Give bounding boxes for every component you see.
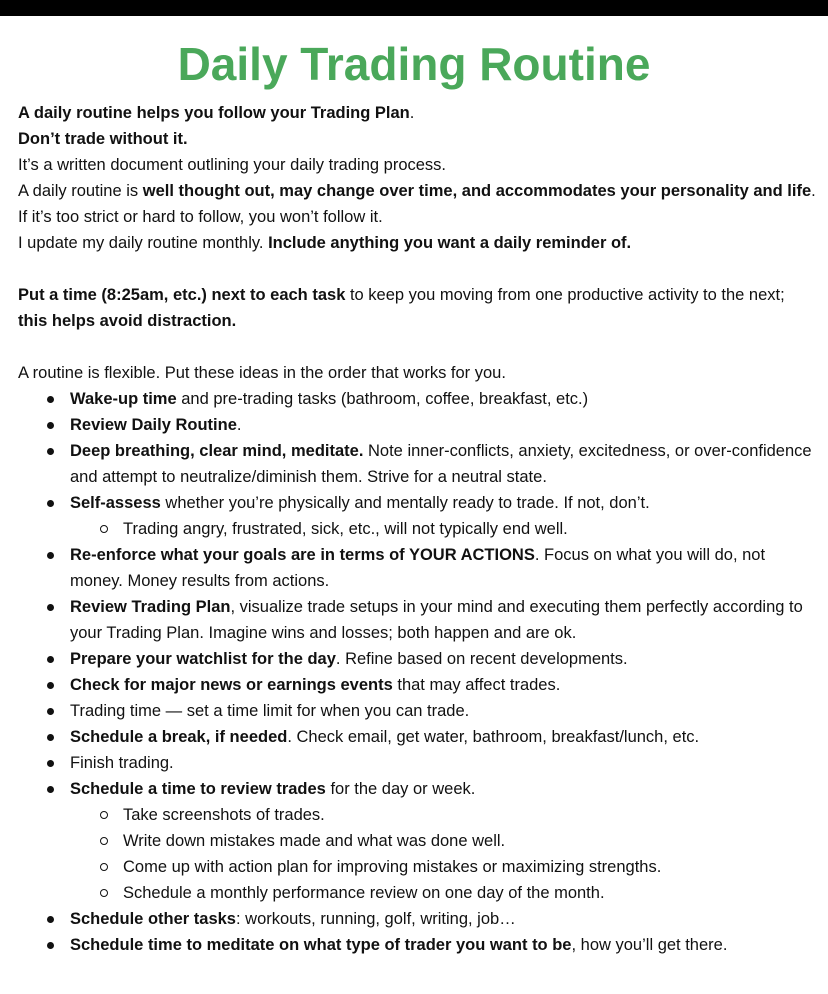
list-item: Schedule time to meditate on what type of trader you want to be, how you’ll get there. [18,932,818,958]
sub-list-item: Come up with action plan for improving mistakes or maximizing strengths. [18,854,818,880]
list-item: Review Trading Plan, visualize trade setups in your mind and executing them perfectly according to your Trading Plan. Imagine wins and losses; both happen and are ok. [18,594,818,646]
list-item: Wake-up time and pre-trading tasks (bathroom, coffee, breakfast, etc.) [18,386,818,412]
sub-list [70,516,818,542]
flexible-line: A routine is flexible. Put these ideas in the order that works for you. [18,364,506,382]
page-title: Daily Trading Routine [177,38,651,90]
list-item: Deep breathing, clear mind, meditate. Note inner-conflicts, anxiety, excitedness, or over-confidence and attempt to neutralize/diminish them. Strive for a neutral state. [18,438,818,490]
list-item: Trading time — set a time limit for when you can trade. [18,698,818,724]
intro-line-3: It’s a written document outlining your daily trading process. [18,156,447,174]
list-item: Review Daily Routine. [18,412,818,438]
time-paragraph: Put a time (8:25am, etc.) next to each task to keep you moving from one productive activity to the next; this helps avoid distraction. [18,286,785,330]
intro-line-4: A daily routine is well thought out, may change over time, and accommodates your personality and life. If it’s too strict or hard to follow, you won’t follow it. [18,182,816,226]
intro-line-2: Don’t trade without it. [18,130,188,148]
list-item: Finish trading. [18,750,818,776]
sub-list-item: Trading angry, frustrated, sick, etc., will not typically end well. [18,516,818,542]
sub-list-item: Write down mistakes made and what was done well. [18,828,818,854]
list-item: Check for major news or earnings events that may affect trades. [18,672,818,698]
sub-list-item: Take screenshots of trades. [18,802,818,828]
sub-list [70,802,818,906]
routine-list [18,386,818,958]
list-item: Schedule other tasks: workouts, running, golf, writing, job… [18,906,818,932]
sub-list-item: Schedule a monthly performance review on one day of the month. [18,880,818,906]
top-bar [0,0,828,16]
intro-line-1: A daily routine helps you follow your Trading Plan. [18,104,415,122]
list-item: Prepare your watchlist for the day. Refine based on recent developments. [18,646,818,672]
list-item: Schedule a time to review trades for the day or week. Take screenshots of trades. Write down mistakes made and what was done well. Come up with action plan for improving mistakes or maximizing strengths. Schedule a monthly performance review on one day of the month. [18,776,818,906]
list-item: Re-enforce what your goals are in terms of YOUR ACTIONS. Focus on what you will do, not money. Money results from actions. [18,542,818,594]
intro-line-5: I update my daily routine monthly. Include anything you want a daily reminder of. [18,234,632,252]
list-item: Schedule a break, if needed. Check email, get water, bathroom, breakfast/lunch, etc. [18,724,818,750]
document-body [18,100,818,958]
list-item: Self-assess whether you’re physically and mentally ready to trade. If not, don’t. Trading angry, frustrated, sick, etc., will not typically end well. [18,490,818,542]
